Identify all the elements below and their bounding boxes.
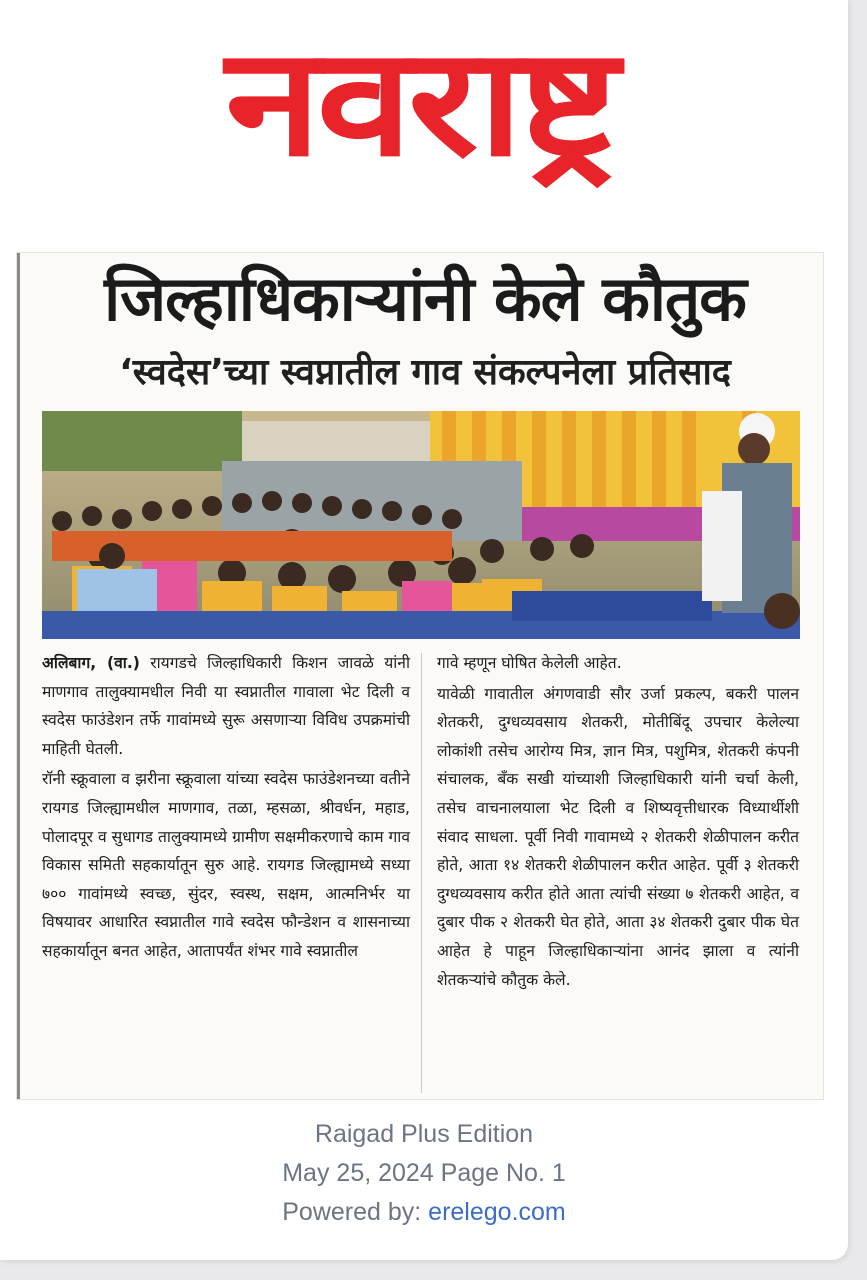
powered-by [0,1198,848,1227]
news-clipping[interactable] [16,252,824,1100]
article-photo [42,411,800,639]
powered-by-label: Powered by: [282,1198,422,1226]
article-column-left [42,649,410,966]
erelego-link[interactable]: erelego.com [428,1198,566,1226]
article-paragraph: यावेळी गावातील अंगणवाडी सौर उर्जा प्रकल्प, बकरी पालन शेतकरी, दुग्धव्यवसाय शेतकरी, मोतीबिंदू उपचार केलेल्या लोकांशी तसेच आरोग्य मित्र, ज्ञान मित्र, पशुमित्र, शेतकरी कंपनी संचालक, बँक सखी यांच्याशी जिल्हाधिकारी यांनी चर्चा केली, तसेच वाचनालयाला भेट दिली व शिष्यवृत्तीधारक विध्यार्थीशी संवाद साधला. पूर्वी निवी गावामध्ये २ शेतकरी शेळीपालन करीत होते, आता १४ शेतकरी शेळीपालन करीत आहेत. पूर्वी ३ शेतकरी दुग्धव्यवसाय करीत होते आता त्यांची संख्या ७ शेतकरी आहेत, व दुबार पीक २ शेतकरी घेत होते, आता ३४ शेतकरी दुबार पीक घेत आहेत हे पाहून जिल्हाधिकाऱ्यांना आनंद झाला व त्यांनी शेतकऱ्यांचे कौतुक केले. [437,684,799,989]
article-column-right [437,649,799,994]
event-photo-illustration [42,411,800,639]
clipping-edge-rule [17,253,20,1099]
headline: जिल्हाधिकाऱ्यांनी केले कौतुक [104,262,746,335]
column-divider [421,653,422,1093]
date-page-label: May 25, 2024 Page No. 1 [282,1159,566,1187]
article-paragraph: रायगडचे जिल्हाधिकारी किशन जावळे यांनी माणगाव तालुक्यामधील निवी या स्वप्नातील गावाला भेट दिली व स्वदेस फाउंडेशन तर्फे गावांमध्ये सुरू असणाऱ्या विविध उपक्रमांची माहिती घेतली. [42,654,410,758]
edition-label: Raigad Plus Edition [314,1120,534,1148]
subheadline: ‘स्वदेस’च्या स्वप्नातील गाव संकल्पनेला प्रतिसाद [119,352,731,393]
article-paragraph: रॉनी स्क्रूवाला व झरीना स्क्रूवाला यांच्या स्वदेस फाउंडेशनच्या वतीने रायगड जिल्ह्यामधील माणगाव, तळा, म्हसळा, श्रीवर्धन, महाड, पोलादपूर व सुधागड तालुक्यामध्ये ग्रामीण सक्षमीकरणाचे काम गाव विकास समिती सहकार्यातून सुरु आहे. रायगड जिल्ह्यामध्ये सध्या ७०० गावांमध्ये स्वच्छ, सुंदर, स्वस्थ, सक्षम, आत्मनिर्भर या विषयावर आधारित स्वप्नातील गावे स्वदेस फौन्डेशन व शासनाच्या सहकार्यातून बनत आहेत, आतापर्यंत शंभर गावे स्वप्नातील [42,770,410,960]
dateline: अलिबाग, (वा.) [42,654,140,672]
masthead-logo [150,14,690,234]
article-paragraph: गावे म्हणून घोषित केलेली आहेत. [437,654,622,672]
masthead-title: नवराष्ट्र [225,16,615,190]
